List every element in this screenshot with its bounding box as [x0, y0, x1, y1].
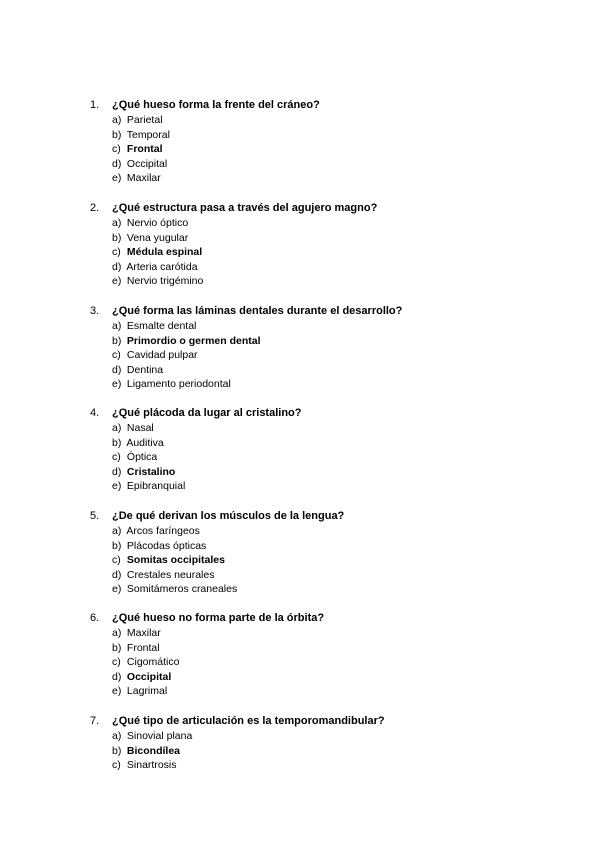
- option-text: Plácodas ópticas: [126, 539, 207, 552]
- question-heading: [90, 98, 570, 113]
- option-letter: e): [112, 583, 122, 596]
- option-letter: b): [112, 128, 122, 141]
- option-correct: [112, 670, 570, 685]
- option: [112, 113, 570, 128]
- option: [112, 216, 570, 231]
- option-letter: e): [112, 685, 122, 698]
- option-text: Ligamento periodontal: [126, 378, 231, 391]
- question-6: [90, 611, 570, 699]
- option-text: Frontal: [126, 143, 163, 156]
- option-letter: b): [112, 231, 122, 244]
- option-letter: e): [112, 172, 122, 185]
- option-letter: a): [112, 627, 122, 639]
- question-text: ¿Qué tipo de articulación es la temporomandibular?: [112, 715, 385, 727]
- options-list: [90, 319, 570, 392]
- option-text: Epibranquial: [126, 480, 186, 493]
- option: [112, 348, 570, 363]
- option-text: Cavidad pulpar: [126, 349, 198, 362]
- option-letter: b): [112, 436, 122, 449]
- option: [112, 319, 570, 334]
- question-text: ¿Qué estructura pasa a través del agujero magno?: [112, 202, 378, 214]
- option-letter: c): [112, 349, 121, 362]
- option-text: Somitas occipitales: [126, 554, 225, 567]
- option: [112, 539, 570, 554]
- question-7: [90, 714, 570, 773]
- option-letter: a): [112, 114, 122, 126]
- option: [112, 641, 570, 656]
- option: [112, 157, 570, 172]
- option: [112, 260, 570, 275]
- option-letter: b): [112, 539, 122, 552]
- option-letter: d): [112, 568, 122, 581]
- option-text: Sinartrosis: [126, 759, 177, 772]
- option-text: Médula espinal: [126, 246, 203, 259]
- option: [112, 626, 570, 641]
- option-text: Cristalino: [126, 465, 176, 478]
- option-letter: d): [112, 157, 122, 170]
- option-text: Somitámeros craneales: [126, 583, 238, 596]
- question-number: 1.: [90, 99, 100, 111]
- option: [112, 479, 570, 494]
- options-list: [90, 113, 570, 186]
- option-text: Cigomático: [126, 656, 180, 669]
- option-letter: c): [112, 246, 121, 259]
- option-text: Maxilar: [126, 172, 161, 185]
- option-text: Parietal: [126, 114, 163, 126]
- question-4: [90, 406, 570, 494]
- options-list: [90, 729, 570, 773]
- option: [112, 436, 570, 451]
- option-letter: c): [112, 143, 121, 156]
- option: [112, 524, 570, 539]
- option-text: Vena yugular: [126, 231, 189, 244]
- option: [112, 421, 570, 436]
- option-text: Auditiva: [126, 436, 164, 449]
- question-heading: [90, 304, 570, 319]
- option-text: Óptica: [126, 451, 158, 464]
- option-letter: c): [112, 451, 121, 464]
- option-letter: d): [112, 260, 122, 273]
- option-text: Frontal: [126, 641, 160, 654]
- question-heading: [90, 509, 570, 524]
- option-letter: b): [112, 334, 122, 347]
- options-list: [90, 626, 570, 699]
- option-text: Bicondílea: [126, 744, 181, 757]
- option: [112, 128, 570, 143]
- question-5: [90, 509, 570, 597]
- option: [112, 582, 570, 597]
- option-letter: e): [112, 275, 122, 288]
- option: [112, 377, 570, 392]
- option-letter: a): [112, 320, 122, 332]
- option-text: Nervio trigémino: [126, 275, 204, 288]
- option-text: Sinovial plana: [126, 730, 193, 742]
- question-heading: [90, 406, 570, 421]
- option-letter: a): [112, 525, 122, 537]
- option-text: Primordio o germen dental: [126, 334, 261, 347]
- option-text: Temporal: [126, 128, 170, 141]
- option-letter: b): [112, 744, 122, 757]
- option: [112, 274, 570, 289]
- option-letter: e): [112, 378, 122, 391]
- question-text: ¿De qué derivan los músculos de la lengua?: [112, 510, 345, 522]
- question-2: [90, 201, 570, 289]
- question-3: [90, 304, 570, 392]
- question-text: ¿Qué hueso no forma parte de la órbita?: [112, 612, 325, 624]
- option-letter: c): [112, 759, 121, 772]
- option-text: Nasal: [126, 422, 154, 434]
- option-correct: [112, 553, 570, 568]
- question-number: 6.: [90, 612, 100, 624]
- option: [112, 363, 570, 378]
- question-number: 5.: [90, 510, 100, 522]
- question-text: ¿Qué forma las láminas dentales durante el desarrollo?: [112, 305, 403, 317]
- option: [112, 568, 570, 583]
- option: [112, 729, 570, 744]
- option-text: Crestales neurales: [126, 568, 215, 581]
- option-text: Dentina: [126, 363, 164, 376]
- option-text: Occipital: [126, 670, 172, 683]
- option-text: Arteria carótida: [126, 260, 198, 273]
- question-text: ¿Qué plácoda da lugar al cristalino?: [112, 407, 302, 419]
- options-list: [90, 524, 570, 597]
- question-number: 7.: [90, 715, 100, 727]
- question-number: 2.: [90, 202, 100, 214]
- option-letter: c): [112, 554, 121, 567]
- question-heading: [90, 201, 570, 216]
- option-correct: [112, 465, 570, 480]
- option: [112, 758, 570, 773]
- option-text: Arcos faríngeos: [126, 525, 200, 537]
- option-letter: d): [112, 363, 122, 376]
- question-number: 3.: [90, 305, 100, 317]
- option-text: Occipital: [126, 157, 168, 170]
- option: [112, 655, 570, 670]
- option-correct: [112, 744, 570, 759]
- option: [112, 171, 570, 186]
- option-text: Maxilar: [126, 627, 161, 639]
- option-letter: d): [112, 465, 122, 478]
- options-list: [90, 421, 570, 494]
- option-text: Esmalte dental: [126, 320, 197, 332]
- option-letter: d): [112, 670, 122, 683]
- option-letter: a): [112, 422, 122, 434]
- question-number: 4.: [90, 407, 100, 419]
- option-letter: b): [112, 641, 122, 654]
- option-correct: [112, 245, 570, 260]
- option-correct: [112, 142, 570, 157]
- option: [112, 450, 570, 465]
- option-text: Lagrimal: [126, 685, 168, 698]
- option: [112, 684, 570, 699]
- question-text: ¿Qué hueso forma la frente del cráneo?: [112, 99, 320, 111]
- option-letter: a): [112, 217, 122, 229]
- option: [112, 231, 570, 246]
- option-letter: e): [112, 480, 122, 493]
- question-1: [90, 98, 570, 186]
- options-list: [90, 216, 570, 289]
- question-heading: [90, 611, 570, 626]
- option-letter: a): [112, 730, 122, 742]
- option-text: Nervio óptico: [126, 217, 189, 229]
- question-heading: [90, 714, 570, 729]
- option-correct: [112, 334, 570, 349]
- option-letter: c): [112, 656, 121, 669]
